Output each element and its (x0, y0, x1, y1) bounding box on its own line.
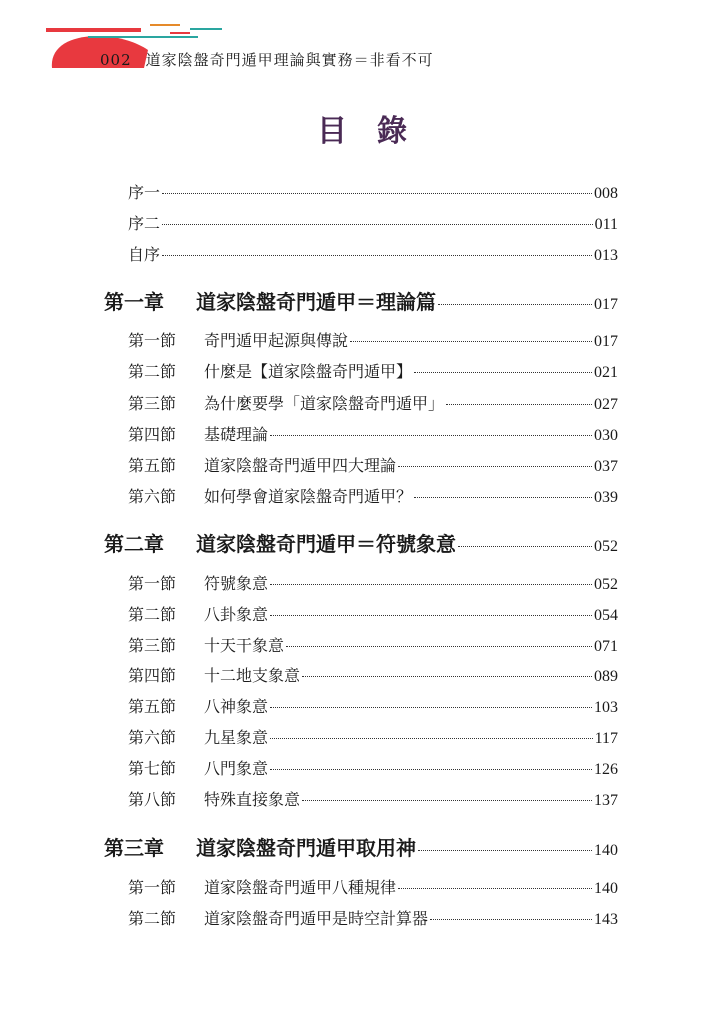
chapter-title: 道家陰盤奇門遁甲取用神 (196, 836, 416, 860)
toc-page-number: 039 (594, 489, 618, 506)
section-title: 道家陰盤奇門遁甲四大理論 (204, 456, 397, 475)
leader-dots (414, 372, 592, 373)
chapter-title: 道家陰盤奇門遁甲＝符號象意 (196, 532, 456, 556)
leader-dots (162, 224, 593, 225)
leader-dots (302, 800, 592, 801)
header-book-title: 道家陰盤奇門遁甲理論與實務＝非看不可 (145, 51, 434, 69)
toc-page-number: 037 (594, 458, 618, 475)
leader-dots (430, 919, 592, 920)
section-number: 第一節 (128, 878, 177, 897)
section-title: 八卦象意 (204, 605, 269, 624)
leader-dots (162, 193, 592, 194)
section-number: 第五節 (128, 697, 177, 716)
running-header (100, 49, 434, 70)
toc-section[interactable] (128, 359, 618, 382)
leader-dots (270, 769, 592, 770)
toc-label: 自序 (128, 245, 161, 264)
toc-page-number: 089 (594, 668, 618, 685)
toc-page-number: 140 (594, 880, 618, 897)
toc-page-number: 103 (594, 699, 618, 716)
section-number: 第六節 (128, 728, 177, 747)
toc-section[interactable] (128, 756, 618, 779)
leader-dots (438, 304, 592, 305)
chapter-number: 第三章 (104, 836, 164, 860)
section-title: 道家陰盤奇門遁甲八種規律 (204, 878, 397, 897)
section-number: 第一節 (128, 574, 177, 593)
toc-section[interactable] (128, 453, 618, 476)
leader-dots (302, 676, 592, 677)
section-title: 符號象意 (204, 574, 269, 593)
section-number: 第五節 (128, 456, 177, 475)
toc-section[interactable] (128, 875, 618, 898)
toc-page-number: 017 (594, 333, 618, 350)
section-title: 如何學會道家陰盤奇門遁甲？ (204, 487, 413, 506)
section-title: 十天干象意 (204, 636, 285, 655)
toc-front-item[interactable] (128, 180, 618, 203)
toc-section[interactable] (128, 725, 618, 748)
toc-chapter[interactable] (104, 286, 618, 315)
chapter-title: 道家陰盤奇門遁甲＝理論篇 (196, 290, 436, 314)
toc-page-number: 140 (594, 842, 618, 859)
toc-page-number: 054 (594, 607, 618, 624)
section-title: 十二地支象意 (204, 666, 301, 685)
section-title: 為什麼要學「道家陰盤奇門遁甲」 (204, 394, 445, 413)
toc-section[interactable] (128, 484, 618, 507)
toc-page-number: 011 (594, 216, 618, 233)
toc-section[interactable] (128, 663, 618, 686)
leader-dots (270, 738, 593, 739)
toc-chapter[interactable] (104, 528, 618, 557)
toc-section[interactable] (128, 602, 618, 625)
section-number: 第一節 (128, 331, 177, 350)
toc-section[interactable] (128, 787, 618, 810)
toc-section[interactable] (128, 328, 618, 351)
section-number: 第二節 (128, 605, 177, 624)
section-number: 第二節 (128, 909, 177, 928)
leader-dots (270, 707, 592, 708)
toc-page-number: 030 (594, 427, 618, 444)
section-number: 第七節 (128, 759, 177, 778)
toc-page-number: 126 (594, 761, 618, 778)
toc-front-item[interactable] (128, 242, 618, 265)
toc-page-number: 027 (594, 396, 618, 413)
section-title: 特殊直接象意 (204, 790, 301, 809)
toc-section[interactable] (128, 422, 618, 445)
leader-dots (414, 497, 592, 498)
leader-dots (398, 888, 592, 889)
section-number: 第八節 (128, 790, 177, 809)
section-number: 第四節 (128, 666, 177, 685)
section-title: 什麼是【道家陰盤奇門遁甲】 (204, 362, 413, 381)
section-number: 第四節 (128, 425, 177, 444)
section-title: 基礎理論 (204, 425, 269, 444)
leader-dots (398, 466, 592, 467)
section-title: 八門象意 (204, 759, 269, 778)
leader-dots (162, 255, 592, 256)
toc-front-item[interactable] (128, 211, 618, 234)
toc-section[interactable] (128, 906, 618, 929)
toc-page-number: 052 (594, 576, 618, 593)
toc-page-number: 137 (594, 792, 618, 809)
section-number: 第三節 (128, 394, 177, 413)
toc-page-number: 013 (594, 247, 618, 264)
page-title: 目錄 (317, 114, 437, 149)
leader-dots (458, 546, 592, 547)
toc-section[interactable] (128, 633, 618, 656)
toc-page-number: 143 (594, 911, 618, 928)
section-number: 第二節 (128, 362, 177, 381)
toc-section[interactable] (128, 694, 618, 717)
toc-page-number: 071 (594, 638, 618, 655)
toc-section[interactable] (128, 571, 618, 594)
leader-dots (446, 404, 592, 405)
section-title: 奇門遁甲起源與傳說 (204, 331, 349, 350)
chapter-number: 第一章 (104, 290, 164, 314)
leader-dots (350, 341, 592, 342)
section-number: 第三節 (128, 636, 177, 655)
toc-label: 序一 (128, 183, 161, 202)
header-page-number: 002 (100, 51, 132, 69)
toc-page-number: 052 (594, 538, 618, 555)
toc-page-number: 021 (594, 364, 618, 381)
toc-chapter[interactable] (104, 832, 618, 861)
section-number: 第六節 (128, 487, 177, 506)
leader-dots (270, 615, 592, 616)
section-title: 九星象意 (204, 728, 269, 747)
section-title: 八神象意 (204, 697, 269, 716)
section-title: 道家陰盤奇門遁甲是時空計算器 (204, 909, 429, 928)
toc-page-number: 117 (594, 730, 618, 747)
leader-dots (270, 584, 592, 585)
toc-page-number: 017 (594, 296, 618, 313)
toc-page-number: 008 (594, 185, 618, 202)
toc-section[interactable] (128, 391, 618, 414)
chapter-number: 第二章 (104, 532, 164, 556)
toc-label: 序二 (128, 214, 161, 233)
leader-dots (418, 850, 592, 851)
leader-dots (286, 646, 592, 647)
leader-dots (270, 435, 592, 436)
